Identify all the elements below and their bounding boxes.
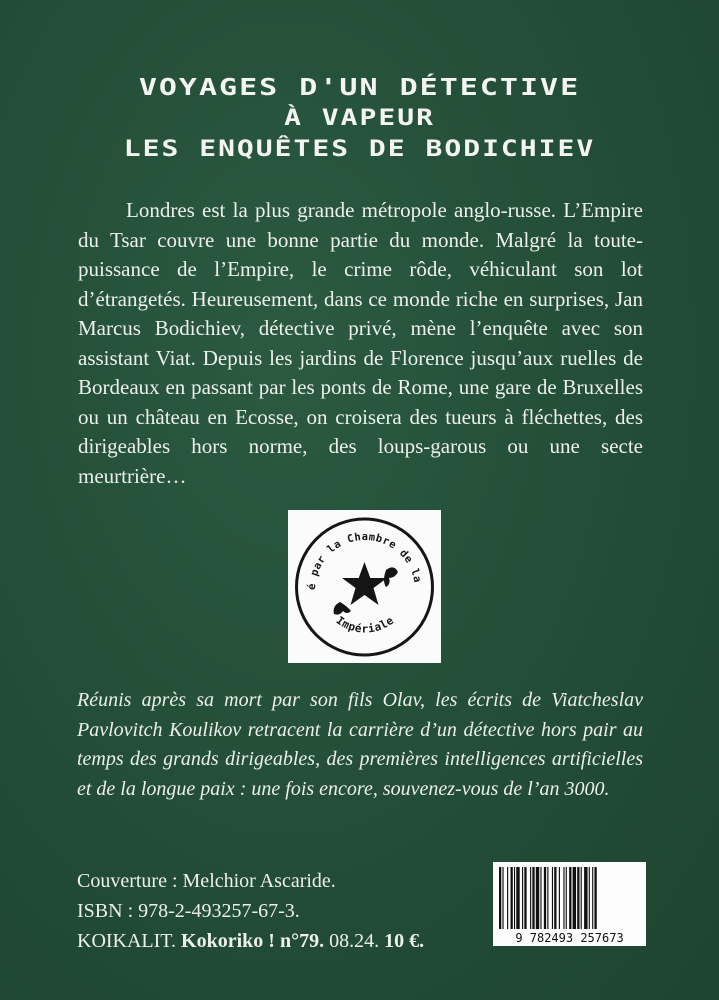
back-cover-blurb: Londres est la plus grande métropole anglo-russe. L’Empire du Tsar couvre une bonne partie du monde. Malgré la toute-puissance de l’Empire, le crime rôde, véhiculant son lot d’étrangetés. Heureusement, dans ce monde riche en surprises, Jan Marcus Bodichiev, détective privé, mène l’enquête avec son assistant Viat. Depuis les jardins de Florence jusqu’aux ruelles de Bordeaux en passant par les ponts de Rome, une gare de Bruxelles ou un château en Ecosse, on croisera des tueurs à fléchettes, des dirigeables hors norme, des loups-garous ou une secte meurtrière… xyxy=(78,198,643,488)
barcode-digits: 9 782493 257673 xyxy=(515,931,624,945)
barcode-icon xyxy=(493,862,646,946)
publisher-line xyxy=(77,926,424,956)
svg-text:Impériale xyxy=(334,614,397,636)
publisher: KOIKALIT. xyxy=(77,930,177,952)
isbn: ISBN : 978-2-493257-67-3. xyxy=(77,900,300,922)
collection: Kokoriko ! n°79. xyxy=(181,930,325,952)
print-date: 08.24. xyxy=(329,930,380,952)
title-line-2: À VAPEUR xyxy=(284,104,435,131)
star-icon xyxy=(342,562,387,605)
title-line-1: VOYAGES D'UN DÉTECTIVE xyxy=(138,73,581,102)
cover-credit: Couverture : Melchior Ascaride. xyxy=(77,870,336,892)
title-line-3: LES ENQUÊTES DE BODICHIEV xyxy=(123,135,596,162)
author-note: Réunis après sa mort par son fils Olav, les écrits de Viatcheslav Pavlovitch Koulikov retracent la carrière d’un détective hors pair au temps des grands dirigeables, des premières intelligences artificielles et de la longue paix : une fois encore, souvenez-vous de l’an 3000. xyxy=(77,689,643,800)
barcode xyxy=(493,862,646,946)
censorship-seal-icon xyxy=(288,510,441,663)
stamp-top-text: é par la Chambre de la xyxy=(305,531,424,591)
price: 10 €. xyxy=(384,930,425,952)
credits-block xyxy=(77,866,424,956)
censorship-stamp xyxy=(288,510,441,663)
rooster-icon xyxy=(334,602,351,615)
stamp-bottom-text: Impériale xyxy=(333,613,397,636)
bear-icon xyxy=(384,567,398,587)
